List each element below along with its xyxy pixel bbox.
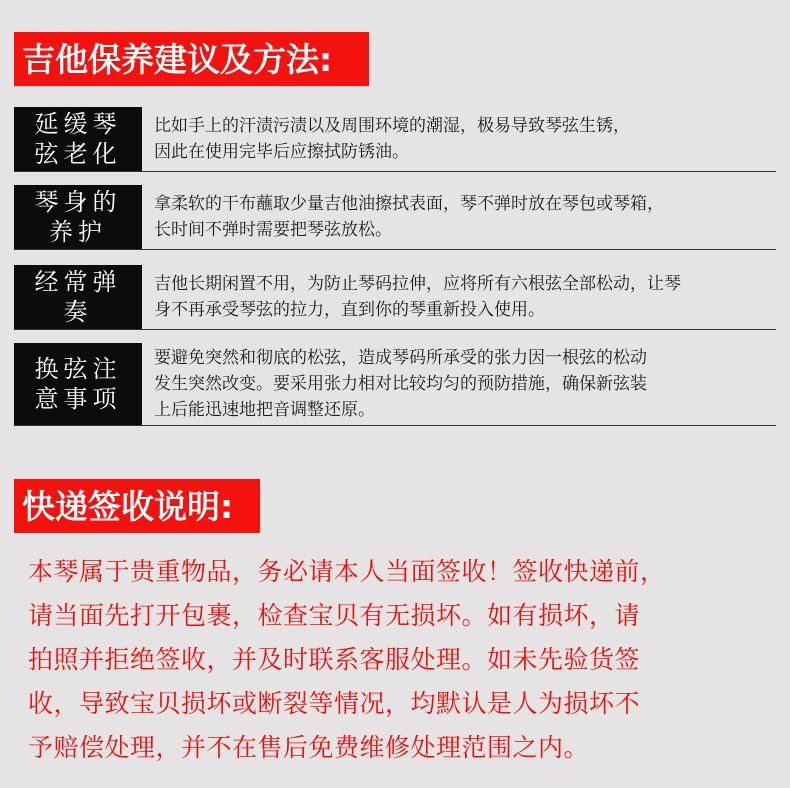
tip-label-line: 养护 xyxy=(49,218,107,246)
tip-label-line: 经常弹奏 xyxy=(34,268,122,326)
tip-text xyxy=(154,113,772,165)
care-tip-string-aging xyxy=(14,107,776,172)
tip-label-line: 琴身的 xyxy=(34,188,122,216)
tip-text-line: 发生突然改变。要采用张力相对比较均匀的预防措施，确保新弦装 xyxy=(154,374,647,394)
tip-label-line: 弦老化 xyxy=(34,140,122,168)
notice-line: 拍照并拒绝签收，并及时联系客服处理。如未先验货签 xyxy=(28,645,641,674)
tip-label-line: 意事项 xyxy=(34,385,122,413)
notice-line: 收，导致宝贝损坏或断裂等情况，均默认是人为损坏不 xyxy=(28,689,641,718)
tip-text xyxy=(154,191,772,243)
tip-label xyxy=(14,343,142,425)
tip-label xyxy=(14,185,142,249)
tip-text-line: 拿柔软的干布蘸取少量吉他油擦拭表面，琴不弹时放在琴包或琴箱， xyxy=(154,194,664,214)
care-tip-play-often xyxy=(14,265,776,330)
tip-text-line: 要避免突然和彻底的松弦，造成琴码所承受的张力因一根弦的松动 xyxy=(154,348,647,368)
care-tip-body-care xyxy=(14,185,776,250)
tip-text xyxy=(154,271,772,323)
tip-text-line: 吉他长期闲置不用，为防止琴码拉伸，应将所有六根弦全部松动，让琴 xyxy=(154,274,681,294)
delivery-section-title: 快递签收说明: xyxy=(14,479,260,533)
care-section-title: 吉他保养建议及方法: xyxy=(14,32,369,86)
tip-label-line: 延缓琴 xyxy=(34,110,122,138)
notice-line: 本琴属于贵重物品，务必请本人当面签收！签收快递前， xyxy=(28,557,666,586)
tip-text-line: 因此在使用完毕后应擦拭防锈油。 xyxy=(154,142,409,162)
delivery-notice xyxy=(28,550,773,770)
tip-label-line: 换弦注 xyxy=(34,355,122,383)
tip-text-line: 比如手上的汗渍污渍以及周围环境的潮湿，极易导致琴弦生锈， xyxy=(154,116,630,136)
tip-text xyxy=(154,345,772,423)
tip-label xyxy=(14,265,142,329)
tip-text-line: 长时间不弹时需要把琴弦放松。 xyxy=(154,220,392,240)
tip-text-line: 身不再承受琴弦的拉力，直到你的琴重新投入使用。 xyxy=(154,300,545,320)
tip-label xyxy=(14,107,142,171)
tip-text-line: 上后能迅速地把音调整还原。 xyxy=(154,400,375,420)
notice-line: 请当面先打开包裹，检查宝贝有无损坏。如有损坏，请 xyxy=(28,601,641,630)
care-tip-string-change xyxy=(14,343,776,426)
notice-line: 予赔偿处理，并不在售后免费维修处理范围之内。 xyxy=(28,733,590,762)
